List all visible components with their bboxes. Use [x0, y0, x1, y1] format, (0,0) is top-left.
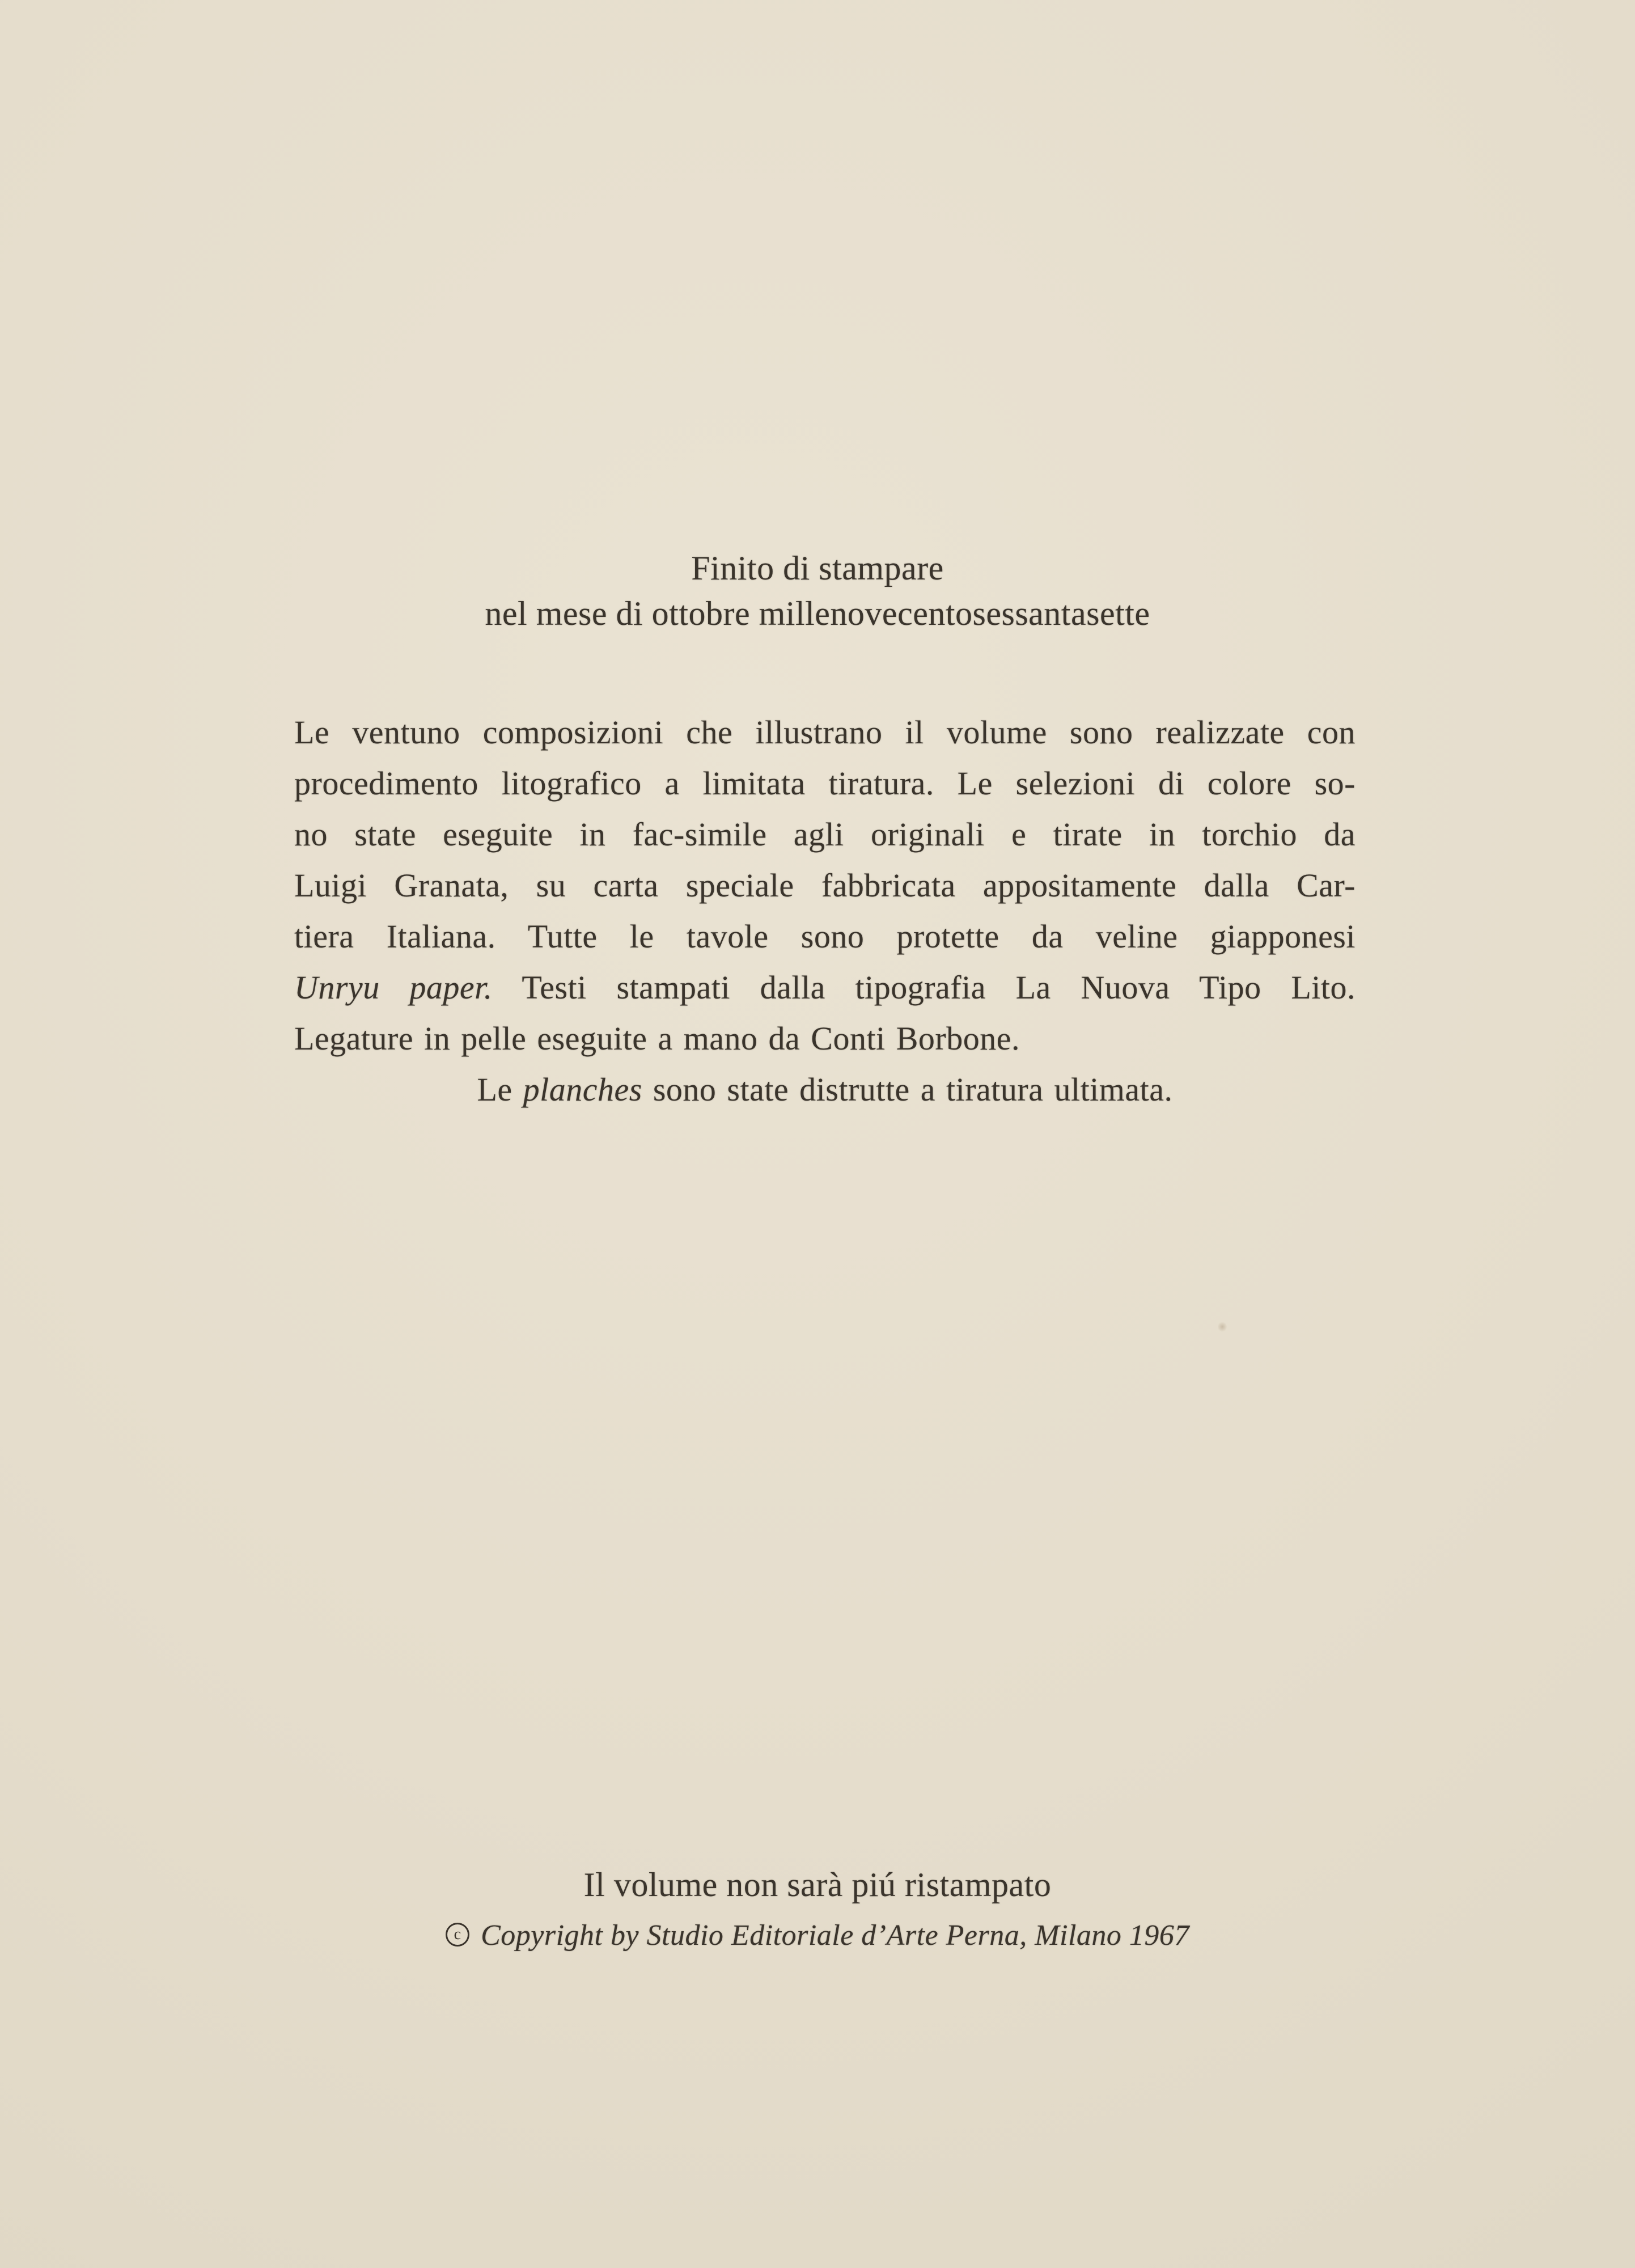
- paragraph-line-6-rest: Testi stampati dalla tipografia La Nuova Tipo Lito.: [492, 969, 1356, 1006]
- paragraph-line-1: Le ventuno composizioni che illustrano il volume sono realizzate con: [294, 714, 1356, 751]
- print-note-line-1: Finito di stampare: [691, 549, 944, 587]
- colophon-paragraph: [294, 707, 1356, 1115]
- paragraph-line-8: [294, 1064, 1356, 1115]
- paragraph-line-8-rest: sono state distrutte a tiratura ultimata.: [642, 1071, 1173, 1108]
- paper-speck: [1218, 1321, 1227, 1332]
- planches-italic: planches: [523, 1071, 642, 1108]
- copyright-line: [0, 1915, 1635, 1956]
- paragraph-line-7: Legature in pelle eseguite a mano da Conti Borbone.: [294, 1020, 1020, 1057]
- print-completion-note: [0, 545, 1635, 636]
- paragraph-line-4: Luigi Granata, su carta speciale fabbricata appositamente dalla Car-: [294, 867, 1356, 904]
- copyright-text: Copyright by Studio Editoriale d’Arte Perna, Milano 1967: [481, 1919, 1189, 1952]
- paragraph-line-6: [294, 962, 1356, 1013]
- no-reprint-notice: Il volume non sarà piú ristampato: [583, 1866, 1052, 1903]
- paragraph-line-3: no state eseguite in fac-simile agli originali e tirate in torchio da: [294, 816, 1356, 853]
- paragraph-line-2: procedimento litografico a limitata tiratura. Le selezioni di colore so-: [294, 765, 1356, 802]
- copyright-icon: c: [446, 1923, 469, 1947]
- paper-name-italic: Unryu paper.: [294, 969, 493, 1006]
- print-note-line-2: nel mese di ottobre millenovecentosessantasette: [485, 595, 1150, 632]
- paragraph-line-8-start: Le: [477, 1071, 523, 1108]
- paragraph-line-5: tiera Italiana. Tutte le tavole sono protette da veline giapponesi: [294, 918, 1356, 955]
